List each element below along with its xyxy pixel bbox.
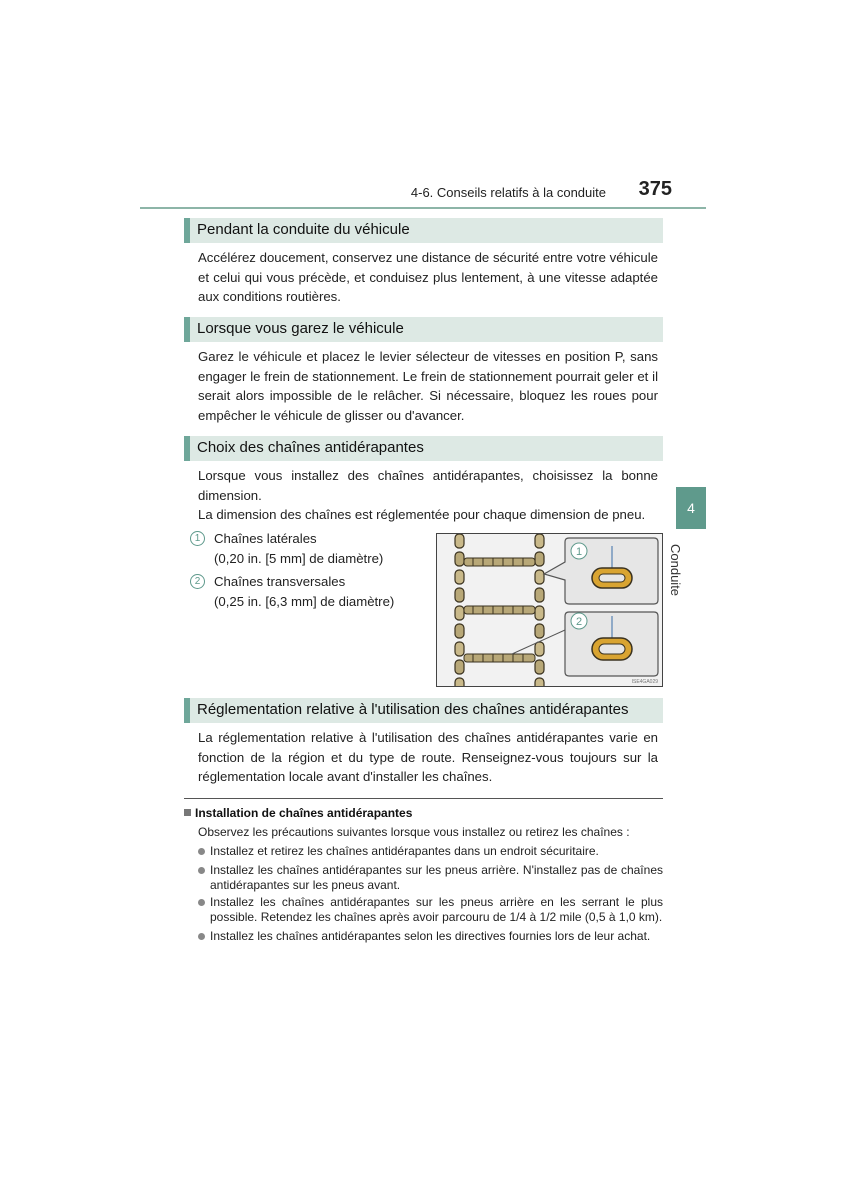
chapter-tab-label bbox=[668, 544, 708, 604]
square-bullet-icon bbox=[184, 809, 191, 816]
note-bullet bbox=[198, 863, 663, 893]
chain-diagram bbox=[437, 534, 662, 686]
section-heading-chain-regulation bbox=[184, 698, 663, 723]
note-bullet-text: Installez les chaînes antidérapantes selon les directives fournies lors de leur achat. bbox=[210, 929, 651, 943]
section-text-parking: Garez le véhicule et placez le levier sélecteur de vitesses en position P, sans engager le frein de stationnement. Le frein de stationnement pourrait geler et il serait alors impossible de le relâcher. Si nécessaire, bloquez les roues pour empêcher le véhicule de glisser ou d'avancer. bbox=[198, 349, 658, 423]
note-bullet bbox=[198, 929, 663, 944]
notes-intro: Observez les précautions suivantes lorsque vous installez ou retirez les chaînes : bbox=[198, 825, 630, 839]
side-chain-left bbox=[455, 534, 464, 686]
page-number: 375 bbox=[638, 178, 672, 200]
section-text-chain-rules: La réglementation relative à l'utilisation des chaînes antidérapantes varie en fonction de la région et du type de route. Renseignez-vous toujours sur la réglementation locale avant d'installer les chaînes. bbox=[198, 730, 658, 784]
bullet-dot-icon bbox=[198, 933, 205, 940]
bullet-dot-icon bbox=[198, 848, 205, 855]
callout-label-1: 1 bbox=[575, 546, 583, 558]
chapter-tab-number: 4 bbox=[676, 487, 706, 529]
notes-title bbox=[184, 806, 412, 820]
chain-item-name: Chaînes transversales bbox=[214, 574, 346, 589]
chain-item-detail: (0,25 in. [6,3 mm] de diamètre) bbox=[214, 593, 395, 609]
callout-number-1: 1 bbox=[190, 531, 205, 546]
header-rule bbox=[140, 207, 706, 209]
section-heading-text: Pendant la conduite du véhicule bbox=[197, 221, 410, 238]
section-text-driving: Accélérez doucement, conservez une distance de sécurité entre votre véhicule et celui qui vous précède, et conduisez plus lentement, à une vitesse adaptée aux conditions routières. bbox=[198, 250, 658, 304]
notes-title-text: Installation de chaînes antidérapantes bbox=[195, 806, 413, 820]
section-heading-text: Réglementation relative à l'utilisation des chaînes antidérapantes bbox=[197, 701, 629, 718]
side-chain-right bbox=[535, 534, 544, 686]
callout-label-2: 2 bbox=[575, 616, 583, 628]
section-text-chain-regulation: La dimension des chaînes est réglementée pour chaque dimension de pneu. bbox=[198, 507, 646, 522]
notes-divider bbox=[184, 798, 663, 799]
section-text-chain-choice: Lorsque vous installez des chaînes antidérapantes, choisissez la bonne dimension. bbox=[198, 468, 658, 503]
snow-chain-illustration bbox=[436, 533, 663, 687]
bullet-dot-icon bbox=[198, 867, 205, 874]
callout-number-2: 2 bbox=[190, 574, 205, 589]
note-bullet-text: Installez et retirez les chaînes antidérapantes dans un endroit sécuritaire. bbox=[210, 844, 599, 858]
running-header-section: 4-6. Conseils relatifs à la conduite bbox=[410, 185, 606, 200]
figure-code: ISE4GA029 bbox=[631, 679, 658, 685]
chain-item-name: Chaînes latérales bbox=[214, 531, 317, 546]
section-heading-driving bbox=[184, 218, 663, 243]
bullet-dot-icon bbox=[198, 899, 205, 906]
chapter-tab-label-text: Conduite bbox=[668, 544, 683, 597]
section-heading-parking bbox=[184, 317, 663, 342]
section-heading-text: Choix des chaînes antidérapantes bbox=[197, 439, 424, 456]
chain-item-detail: (0,20 in. [5 mm] de diamètre) bbox=[214, 550, 384, 566]
note-bullet-text: Installez les chaînes antidérapantes sur les pneus arrière en les serrant le plus possible. Retendez les chaînes après avoir parcouru de 1/4 à 1/2 mile (0,5 à 1,0 km). bbox=[210, 895, 663, 924]
section-heading-text: Lorsque vous garez le véhicule bbox=[197, 320, 404, 337]
note-bullet bbox=[198, 895, 663, 925]
section-heading-chain-choice bbox=[184, 436, 663, 461]
note-bullet-text: Installez les chaînes antidérapantes sur les pneus arrière. N'installez pas de chaînes antidérapantes sur les pneus avant. bbox=[210, 863, 663, 892]
note-bullet bbox=[198, 844, 663, 859]
